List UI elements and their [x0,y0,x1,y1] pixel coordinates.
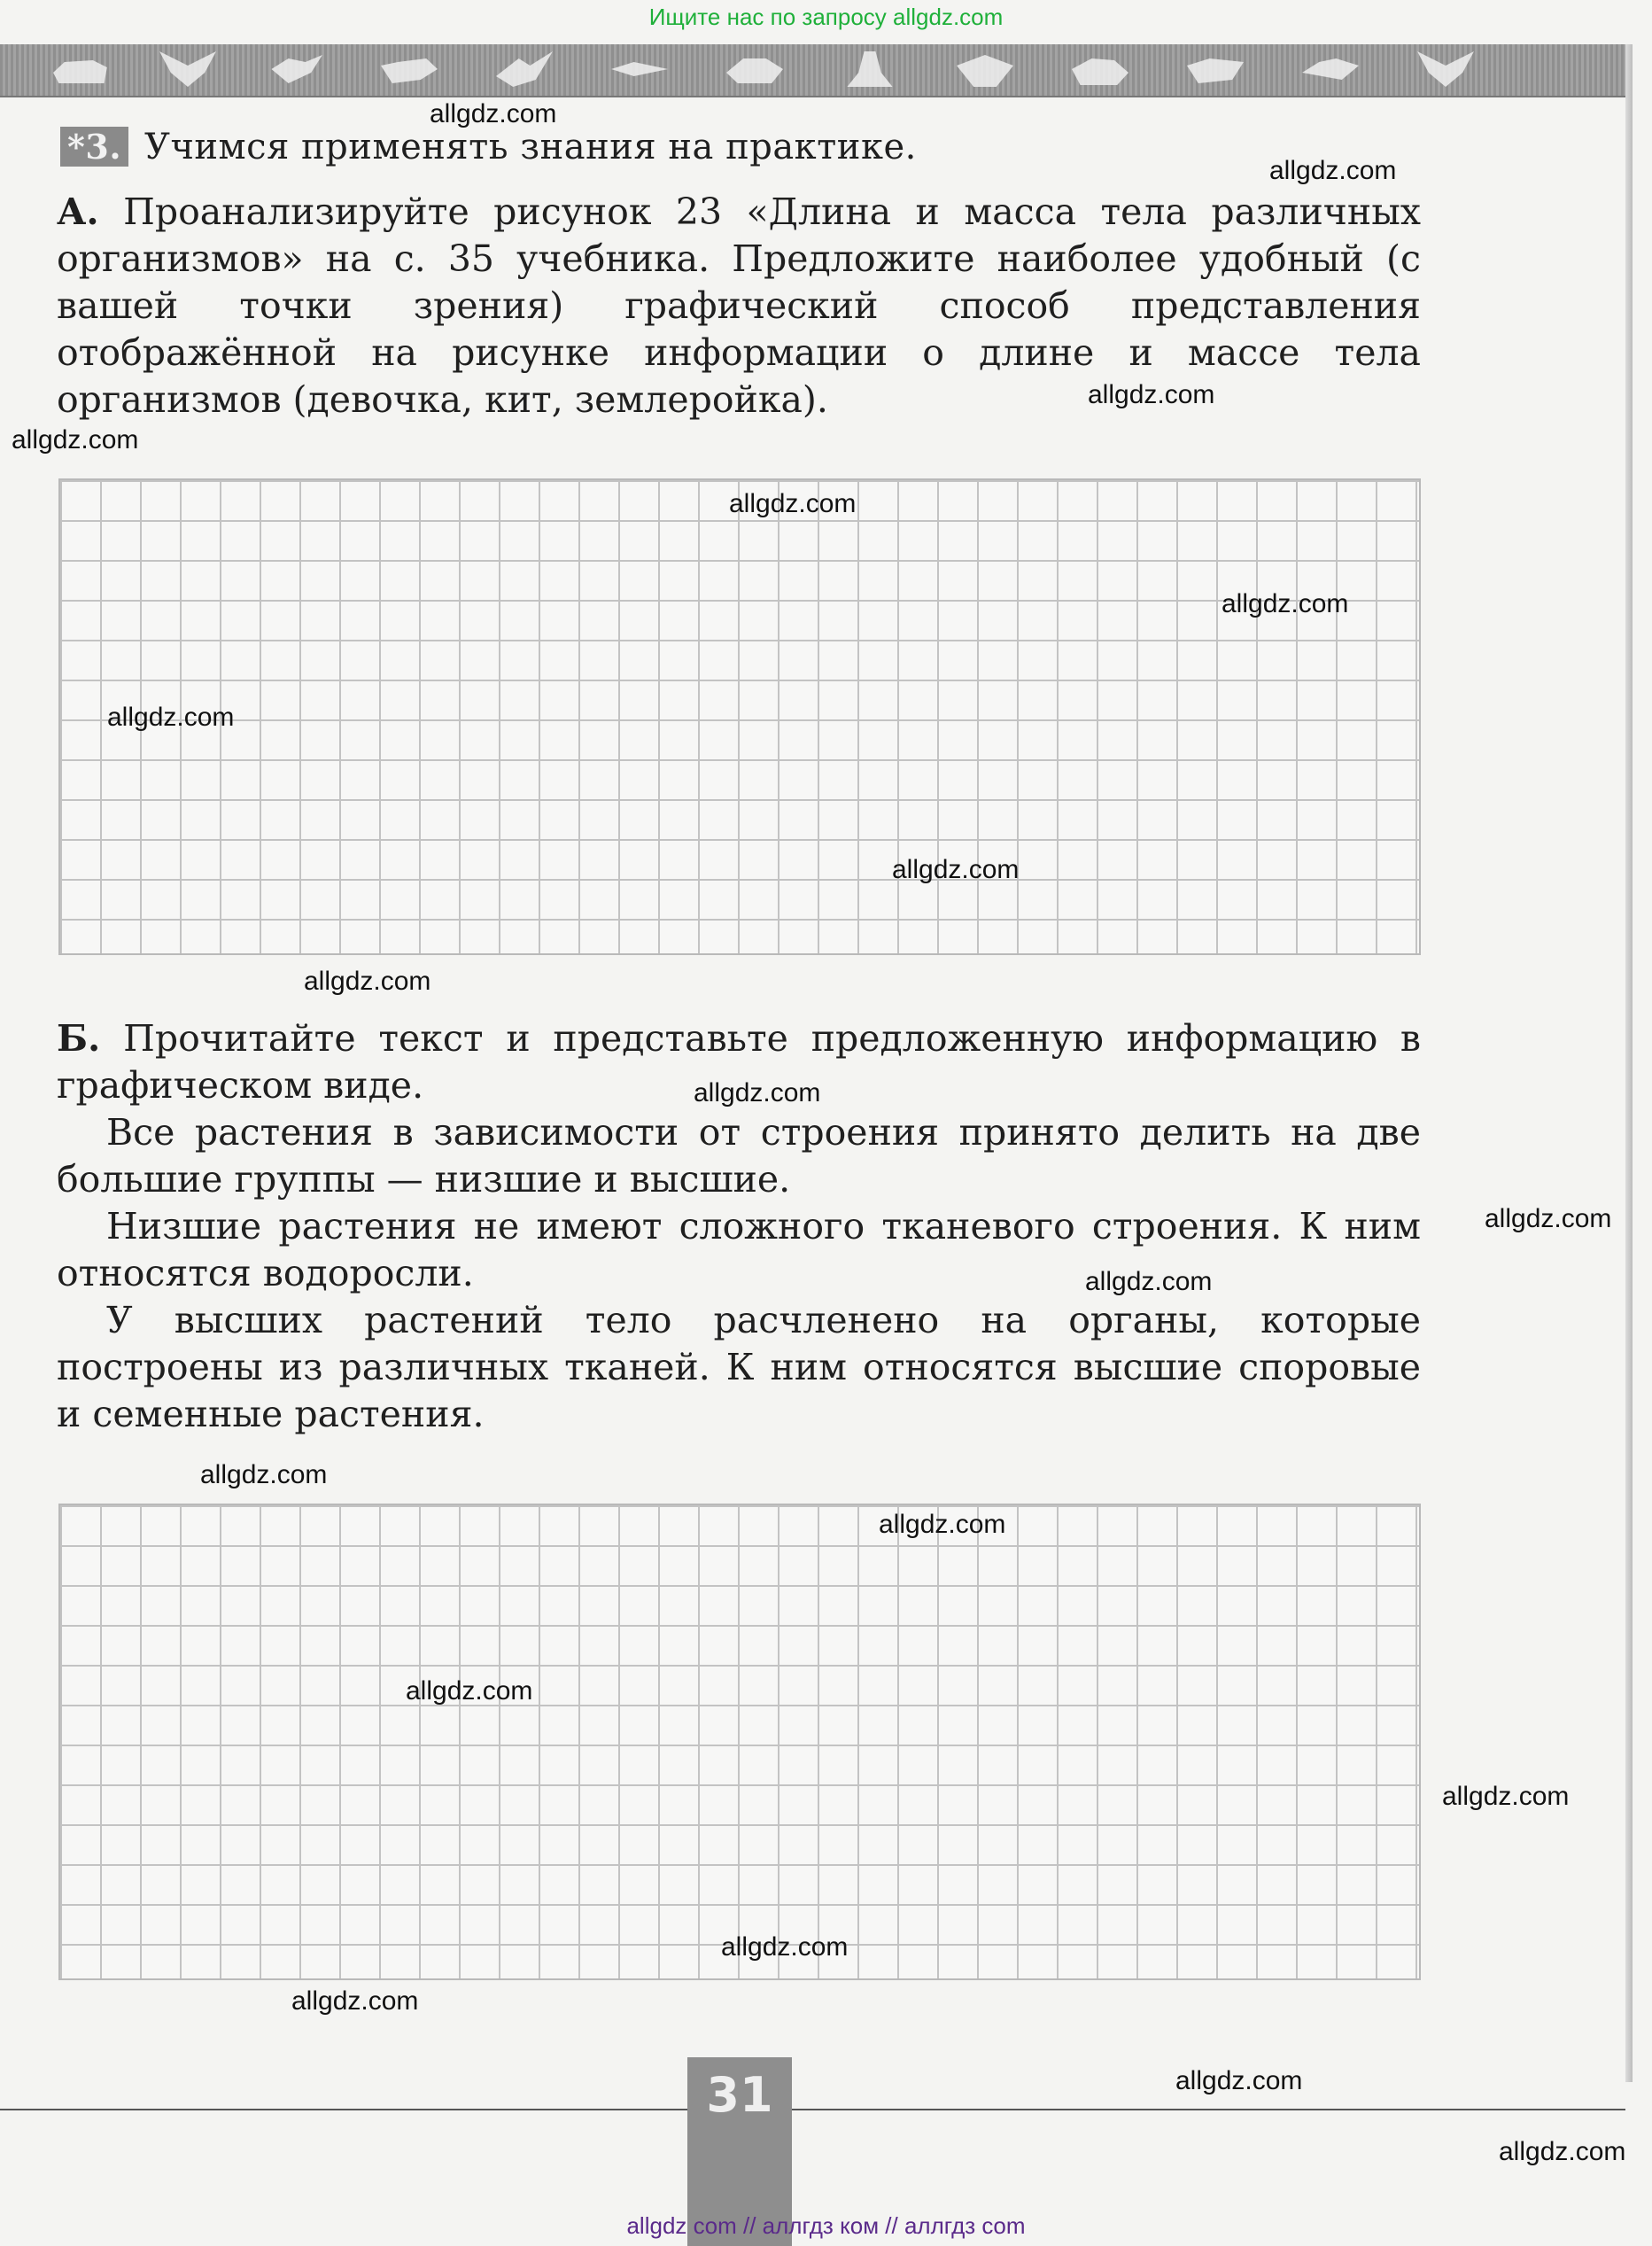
fox-icon [1187,51,1244,87]
watermark: allgdz.com [1085,1267,1213,1296]
goose-icon [842,51,898,87]
bottom-rule-right [792,2109,1625,2110]
watermark: allgdz.com [430,99,557,128]
part-b-paragraph: Все растения в зависимости от строения принято делить на две большие группы — низшие и высшие. [57,1111,1421,1201]
part-b-paragraph: Низшие растения не имеют сложного тканевого строения. К ним относятся водоросли. [57,1205,1421,1294]
answer-grid-a[interactable] [58,478,1421,955]
watermark: allgdz.com [1222,589,1349,618]
part-a-text [57,189,1421,424]
moth-icon [1417,51,1474,87]
part-b-paragraph: У высших растений тело расчленено на органы, которые построены из различных тканей. К ним относятся высшие споровые и семенные растения. [57,1299,1421,1435]
fish-icon [611,51,668,87]
page-number: 31 [706,2067,773,2123]
part-b-label: Б. [57,1017,101,1060]
horse-icon [381,51,438,87]
boar-icon [53,51,110,87]
bottom-rule-left [0,2109,687,2110]
watermark: allgdz.com [304,967,431,996]
watermark: allgdz.com [12,425,139,455]
watermark: allgdz.com [406,1676,533,1706]
beetle-icon [957,51,1013,87]
bird-flying-icon [1302,51,1359,87]
watermark: allgdz.com [1442,1782,1570,1811]
watermark: allgdz.com [892,855,1020,884]
top-banner[interactable]: Ищите нас по запросу allgdz.com [648,4,1004,30]
watermark: allgdz.com [1088,380,1215,409]
watermark: allgdz.com [721,1932,849,1962]
part-b-body: Прочитайте текст и представьте предложенную информацию в графическом виде. [57,1017,1421,1107]
watermark: allgdz.com [729,489,857,518]
butterfly-icon [159,51,216,87]
task-heading [60,127,917,167]
watermark: allgdz.com [879,1510,1006,1539]
watermark: allgdz.com [1485,1204,1612,1233]
watermark: allgdz.com [1499,2137,1626,2166]
deer-icon [726,51,783,87]
task-number-badge: *3. [60,127,128,167]
watermark: allgdz.com [291,1986,419,2016]
answer-grid-b[interactable] [58,1504,1421,1980]
part-a-body: Проанализируйте рисунок 23 «Длина и масса тела различных организмов» на с. 35 учебника. Предложите наиболее удобный (с вашей точки зрения) графический способ представления отображённой на рисунке информации о длине и массе тела организмов (девочка, кит, землеройка). [57,190,1421,421]
page-edge [1625,44,1633,2082]
bison-icon [1072,51,1128,87]
footer-links[interactable]: allgdz com // аллгдз ком // аллгдз com [626,2212,1026,2239]
part-a-label: А. [57,190,99,233]
bird-icon [496,51,553,87]
watermark: allgdz.com [200,1460,328,1489]
watermark: allgdz.com [107,703,235,732]
watermark: allgdz.com [1175,2066,1303,2095]
task-title: Учимся применять знания на практике. [144,127,917,167]
animal-silhouette-strip [0,44,1625,97]
scorpion-icon [266,51,322,87]
watermark: allgdz.com [694,1078,821,1107]
watermark: allgdz.com [1269,156,1397,185]
